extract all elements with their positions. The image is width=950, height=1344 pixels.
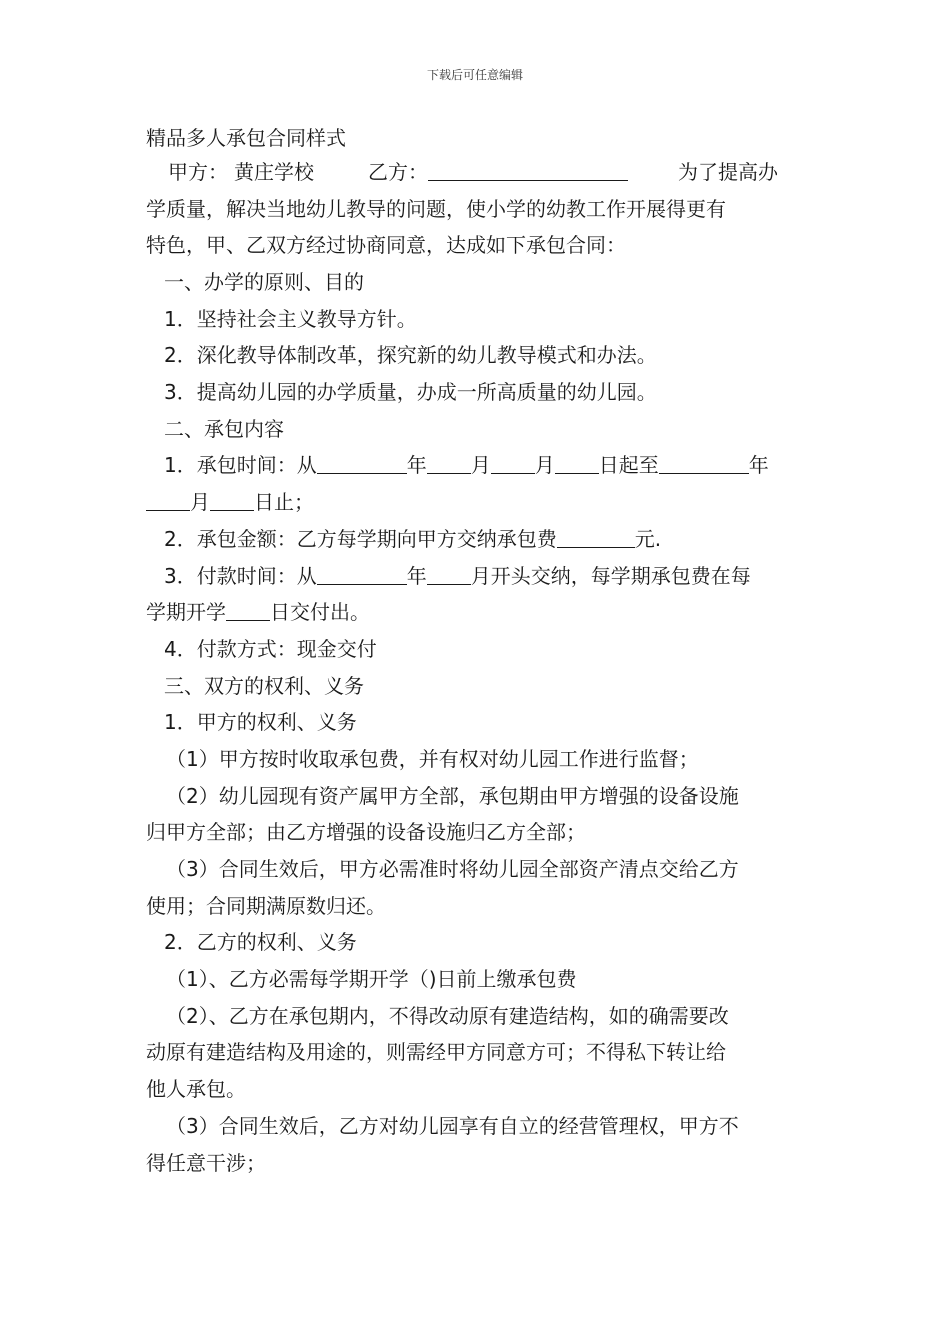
- pay-month-text: 月开头交纳，每学期承包费在每: [470, 563, 751, 588]
- sec1-item-1: 1．坚持社会主义教导方针。: [164, 306, 417, 331]
- sec3-b-2-line-1: （2）、乙方在承包期内，不得改动原有建造结构，如的确需要改: [166, 1003, 729, 1028]
- sec1-item-2: 2．深化教导体制改革，探究新的幼儿教导模式和办法。: [164, 343, 657, 368]
- sec2-item-2-text: 2．承包金额：乙方每学期向甲方交纳承包费: [164, 526, 557, 551]
- month-label: 月: [470, 453, 491, 478]
- sec2-item-1-line-1: [146, 447, 810, 484]
- intro-paragraph: [146, 154, 810, 264]
- sec3-a-heading: 1．甲方的权利、义务: [164, 710, 357, 735]
- intro-text-1: 为了提高办: [678, 160, 778, 184]
- sec1-heading: 一、办学的原则、目的: [164, 270, 364, 294]
- sec3-a-3-line-2: 使用；合同期满原数归还。: [146, 893, 386, 918]
- pay-day-blank: [226, 600, 270, 621]
- sec1-item-3: 3．提高幼儿园的办学质量，办成一所高质量的幼儿园。: [164, 380, 657, 405]
- month-label-2: 月: [534, 453, 555, 478]
- sec2-item-3-line-1: [146, 558, 810, 595]
- sec3-b-1: （1）、乙方必需每学期开学（)日前上缴承包费: [166, 967, 577, 992]
- page-header: 下载后可任意编辑: [426, 68, 523, 82]
- end-month-blank: [146, 490, 190, 511]
- sec2-item-2: [146, 521, 810, 558]
- intro-line-1: [146, 154, 810, 191]
- sec2-heading: 二、承包内容: [164, 416, 284, 441]
- sec3-b-heading: 2．乙方的权利、义务: [164, 930, 357, 955]
- start-day-blank: [555, 453, 599, 474]
- pay-year-blank: [317, 564, 407, 585]
- pay-year-label: 年: [406, 563, 427, 588]
- sec2-item-1-line-2: [146, 484, 810, 521]
- start-year-blank: [317, 453, 407, 474]
- body: [146, 264, 810, 1181]
- party-a-label: 甲方：: [168, 160, 228, 184]
- sec2-item-1-text: 1．承包时间：从: [164, 453, 317, 478]
- intro-line-3: 特色，甲、乙双方经过协商同意，达成如下承包合同：: [146, 233, 626, 258]
- end-year-blank: [659, 453, 749, 474]
- fee-blank: [557, 527, 635, 548]
- sec3-a-1: （1）甲方按时收取承包费，并有权对幼儿园工作进行监督；: [166, 746, 699, 771]
- sec3-b-2-line-2: 动原有建造结构及用途的，则需经甲方同意方可；不得私下转让给: [146, 1040, 726, 1065]
- sec3-b-2-line-3: 他人承包。: [146, 1077, 246, 1102]
- year-label: 年: [406, 453, 427, 478]
- yuan-label: 元.: [634, 526, 662, 551]
- end-day-label: 日止；: [254, 490, 314, 515]
- party-a-name: 黄庄学校: [234, 160, 314, 184]
- sec3-a-3-line-1: （3）合同生效后，甲方必需准时将幼儿园全部资产清点交给乙方: [166, 857, 739, 881]
- pay-month-blank: [427, 564, 471, 585]
- start-month-blank: [427, 453, 471, 474]
- sec3-b-3-line-1: （3）合同生效后，乙方对幼儿园享有自立的经营管理权，甲方不: [166, 1113, 739, 1138]
- sec3-a-2-line-2: 归甲方全部；由乙方增强的设备设施归乙方全部；: [146, 820, 586, 845]
- start-month-blank-2: [491, 453, 535, 474]
- end-month-label: 月: [190, 490, 210, 515]
- intro-line-2: 学质量，解决当地幼儿教导的问题，使小学的幼教工作开展得更有: [146, 196, 726, 221]
- end-day-blank: [210, 490, 254, 511]
- party-b-label: 乙方：: [368, 160, 428, 184]
- party-b-blank: [428, 160, 628, 181]
- semester-start-text: 学期开学: [146, 600, 226, 625]
- sec2-item-3-text: 3．付款时间：从: [164, 563, 317, 588]
- end-year-label: 年: [748, 453, 769, 478]
- day-label: 日起至: [598, 453, 659, 478]
- sec2-item-4: 4．付款方式：现金交付: [164, 636, 377, 661]
- pay-day-text: 日交付出。: [270, 600, 370, 625]
- sec2-item-3-line-2: [146, 594, 810, 631]
- sec3-b-3-line-2: 得任意干涉；: [146, 1150, 266, 1175]
- document-title: 精品多人承包合同样式: [146, 126, 346, 150]
- sec3-heading: 三、双方的权利、义务: [164, 673, 364, 698]
- sec3-a-2-line-1: （2）幼儿园现有资产属甲方全部，承包期由甲方增强的设备设施: [166, 783, 739, 808]
